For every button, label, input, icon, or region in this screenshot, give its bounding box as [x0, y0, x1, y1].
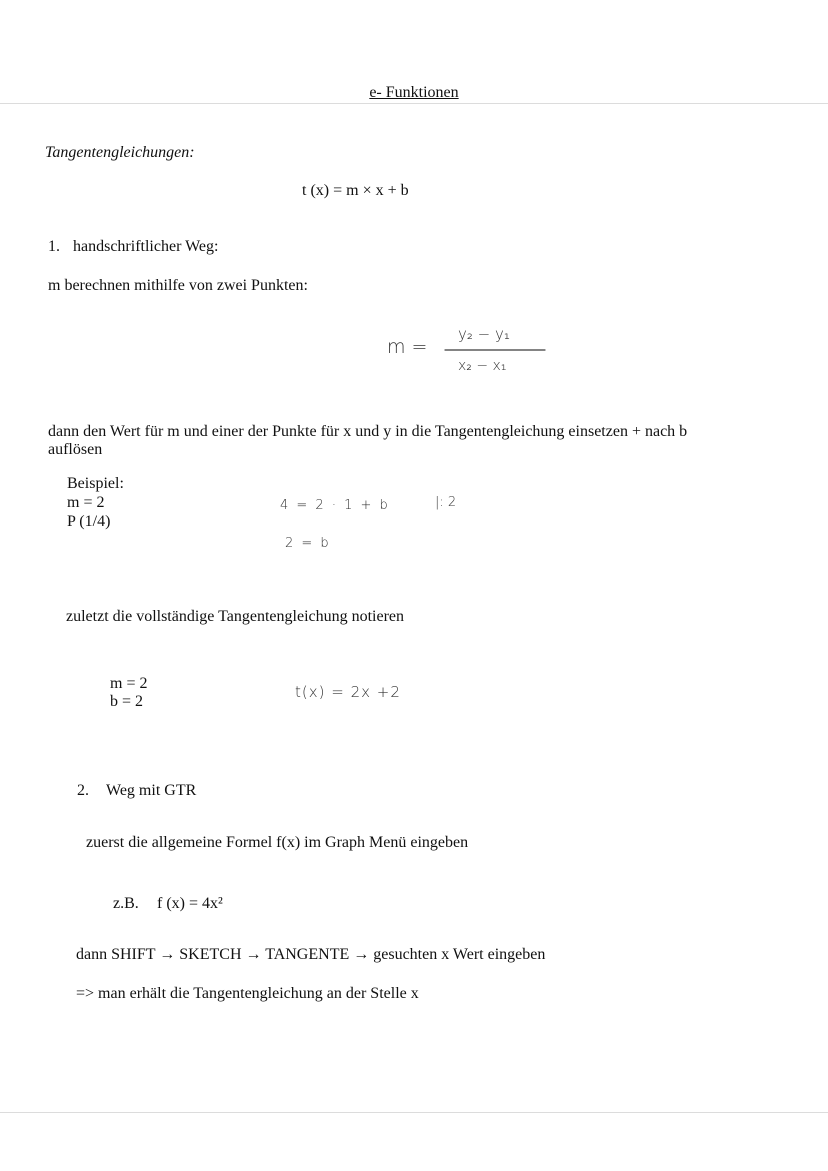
method2-result: => man erhält die Tangentengleichung an der Stelle x: [76, 985, 419, 1002]
header-divider: [0, 103, 828, 104]
final-m: m = 2: [110, 675, 148, 692]
handwritten-fraction-bar: [445, 349, 547, 353]
section-heading: Tangentengleichungen:: [45, 144, 195, 161]
method2-example-prefix: z.B.: [113, 895, 139, 912]
example-point: P (1/4): [67, 513, 111, 530]
handwritten-tangent-equation: t(x) = 2x +2: [295, 683, 401, 701]
final-b: b = 2: [110, 693, 144, 710]
final-step: zuletzt die vollständige Tangentengleichung notieren: [66, 608, 405, 625]
step-calculate-b-line2: auflösen: [48, 441, 103, 458]
method1-heading: handschriftlicher Weg:: [73, 238, 219, 255]
handwritten-substitution: 4 = 2 · 1 + b: [280, 498, 390, 513]
method2-heading: Weg mit GTR: [106, 782, 197, 799]
handwritten-slope-lhs: m =: [387, 336, 428, 358]
handwritten-operation: |: 2: [435, 495, 457, 510]
method2-example-function: f (x) = 4x²: [157, 895, 223, 912]
step-calculate-b-line1: dann den Wert für m und einer der Punkte für x und y in die Tangentengleichung einsetzen + nach b: [48, 423, 688, 440]
method1-number: 1.: [48, 238, 60, 255]
footer-divider: [0, 1112, 828, 1113]
handwritten-slope-numerator: y₂ − y₁: [458, 325, 510, 343]
general-formula: t (x) = m × x + b: [302, 182, 409, 199]
method2-number: 2.: [77, 782, 89, 799]
handwritten-result-b: 2 = b: [285, 536, 331, 551]
handwritten-slope-denominator: x₂ − x₁: [458, 358, 507, 374]
step-calculate-m: m berechnen mithilfe von zwei Punkten:: [48, 277, 308, 294]
page-title: e- Funktionen: [369, 84, 459, 101]
example-label: Beispiel:: [67, 475, 124, 492]
example-m: m = 2: [67, 494, 105, 511]
method2-step2: dann SHIFT → SKETCH → TANGENTE → gesuchten x Wert eingeben: [76, 946, 546, 963]
method2-step1: zuerst die allgemeine Formel f(x) im Graph Menü eingeben: [86, 834, 469, 851]
